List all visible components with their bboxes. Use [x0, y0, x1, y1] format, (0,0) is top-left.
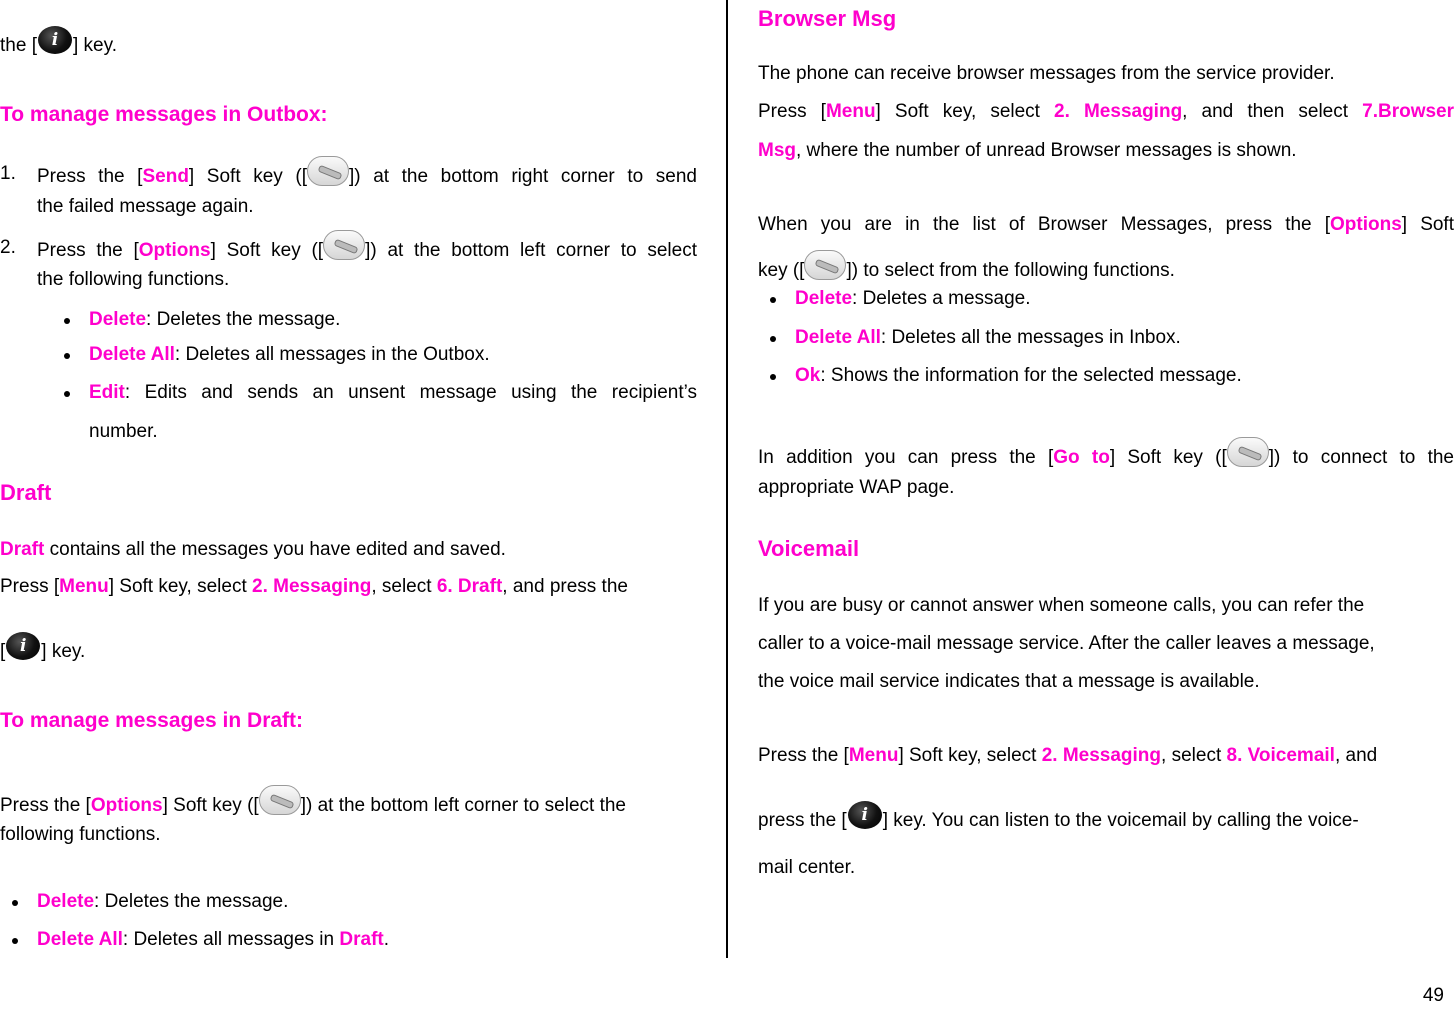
page-number: 49 — [1422, 985, 1444, 1006]
voicemail-heading: Voicemail — [758, 536, 860, 561]
outbox-item-2-cont: the following functions. — [37, 269, 230, 290]
ok-key-icon: i — [848, 801, 882, 829]
ok-key-icon: i — [38, 26, 72, 54]
browser-bullet-delete-all: Delete All: Deletes all the messages in Inbox. — [795, 326, 1454, 350]
browser-options-line: When you are in the list of Browser Messages, press the [Options] Soft — [758, 214, 1454, 235]
right-softkey-icon — [307, 156, 349, 186]
draft-bullet-delete-all: Delete All: Deletes all messages in Draft. — [37, 928, 697, 952]
draft-options-line: Press the [Options] Soft key ([ ]) at the bottom left corner to select the — [0, 791, 697, 821]
draft-heading: Draft — [0, 480, 52, 505]
voicemail-line-3: the voice mail service indicates that a message is available. — [758, 671, 1260, 692]
right-softkey-icon — [1227, 437, 1269, 467]
browser-intro: The phone can receive browser messages from the service provider. — [758, 63, 1335, 84]
draft-key-line: [ i ] key. — [0, 638, 697, 666]
outbox-item-1: 1. Press the [Send] Soft key ([ ]) at the bottom right corner to send — [37, 162, 697, 192]
voicemail-key-line: press the [ i ] key. You can listen to the voicemail by calling the voice- — [758, 807, 1454, 835]
left-softkey-icon — [323, 230, 365, 260]
outbox-item-2: 2. Press the [Options] Soft key ([ ]) at the bottom left corner to select — [37, 236, 697, 266]
outbox-item-1-cont: the failed message again. — [37, 196, 254, 217]
draft-description: Draft contains all the messages you have edited and saved. — [0, 539, 506, 560]
column-divider — [726, 0, 728, 958]
browser-press-cont: Msg, where the number of unread Browser messages is shown. — [758, 140, 1297, 161]
draft-press-line: Press [Menu] Soft key, select 2. Messaging, select 6. Draft, and press the — [0, 576, 628, 597]
browser-msg-heading: Browser Msg — [758, 6, 897, 31]
browser-bullet-ok: Ok: Shows the information for the selected message. — [795, 364, 1454, 388]
outbox-bullet-edit: Edit: Edits and sends an unsent message using the recipient’s — [89, 382, 697, 403]
outbox-bullet-edit-cont: number. — [89, 421, 158, 442]
voicemail-line-1: If you are busy or cannot answer when someone calls, you can refer the — [758, 595, 1365, 616]
browser-goto-line: In addition you can press the [Go to] Soft key ([ ]) to connect to the — [758, 443, 1454, 473]
left-softkey-icon — [804, 250, 846, 280]
browser-options-cont: key ([ ]) to select from the following functions. — [758, 256, 1454, 286]
outbox-heading: To manage messages in Outbox: — [0, 103, 328, 126]
intro-line: the [ i ] key. — [0, 32, 697, 60]
outbox-bullet-delete: Delete: Deletes the message. — [89, 308, 697, 332]
voicemail-cont: mail center. — [758, 857, 856, 878]
voicemail-press-line: Press the [Menu] Soft key, select 2. Messaging, select 8. Voicemail, and — [758, 745, 1378, 766]
draft-options-cont: following functions. — [0, 824, 161, 845]
draft-bullet-delete: Delete: Deletes the message. — [37, 890, 697, 914]
browser-press-line: Press [Menu] Soft key, select 2. Messaging, and then select 7.Browser — [758, 101, 1454, 122]
outbox-bullet-delete-all: Delete All: Deletes all messages in the Outbox. — [89, 343, 697, 367]
ok-key-icon: i — [6, 632, 40, 660]
browser-bullet-delete: Delete: Deletes a message. — [795, 287, 1454, 311]
draft-manage-heading: To manage messages in Draft: — [0, 709, 304, 732]
voicemail-line-2: caller to a voice-mail message service. After the caller leaves a message, — [758, 633, 1375, 654]
browser-goto-cont: appropriate WAP page. — [758, 477, 955, 498]
left-softkey-icon — [259, 785, 301, 815]
